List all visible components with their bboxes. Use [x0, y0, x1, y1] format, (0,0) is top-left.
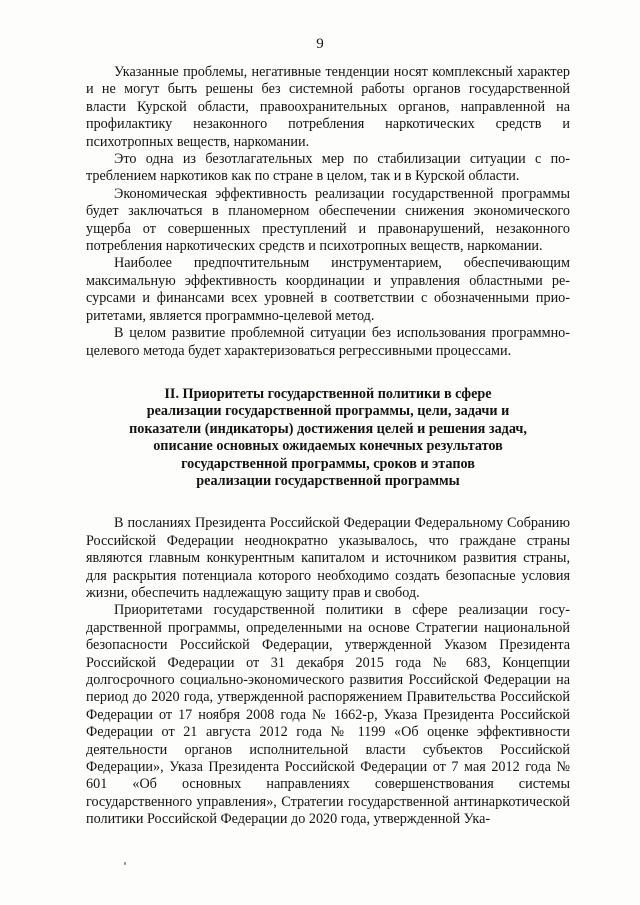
scan-speck: [124, 862, 126, 865]
intro-paragraph-3: Экономическая эффективность реализации государственной программы будет заключаться в планомерном обеспечении снижения экономического ущерба от совершенных преступлений и правонарушений, незаконного потребления наркотических средств и психотропных веществ, наркомании.: [86, 185, 570, 255]
intro-paragraph-2: Это одна из безотлагательных мер по стабилизации ситуации с потреблением наркотиков как по стране в целом, так и в Курской области.: [86, 151, 570, 185]
intro-paragraph-1: Указанные проблемы, негативные тенденции носят комплексный характер и не могут быть решены без системной работы органов государственной власти Курской области, правоохранительных органов, направленной на профилактику незаконного потребления наркотических средств и психотропных веществ, наркомании.: [86, 64, 570, 150]
section-paragraph-2: Приоритетами государственной политики в сфере реализации государственной программы, определенными на основе Стратегии национальной безопасности Российской Федерации, утвержденной Указом Президента Российской Федерации от 31 декабря 2015 года № 683, Концепции долгосрочного социально-экономического развития Российской Федерации на период до 2020 года, утвержденной распоряжением Правительства Российской Федерации от 17 ноября 2008 года № 1662-р, Указа Президента Российской Федерации от 21 августа 2012 года № 1199 «Об оценке эффективности деятельности органов исполнительной власти субъектов Российской Федерации», Указа Президента Российской Федерации от 7 мая 2012 года № 601 «Об основных направлениях совершенствования системы государственного управления», Стратегии государственной антинаркотической политики Российской Федерации до 2020 года, утвержденной Ука-: [86, 602, 570, 828]
section-heading-line: реализации государственной программы, цели, задачи и: [146, 403, 510, 420]
page-body: [86, 64, 570, 829]
section-heading-line: показатели (индикаторы) достижения целей и решения задач,: [129, 420, 527, 437]
section-heading: [86, 386, 570, 490]
section-heading-line: II. Приоритеты государственной политики в сфере: [164, 385, 492, 402]
section-heading-line: государственной программы, сроков и этапов: [181, 455, 475, 472]
intro-paragraph-5: В целом развитие проблемной ситуации без использования программно-целевого метода будет характеризоваться регрессивными процессами.: [86, 325, 570, 359]
page-number: 9: [316, 36, 324, 52]
intro-paragraph-4: Наиболее предпочтительным инструментарием, обеспечивающим максимальную эффективность координации и управления областными ресурсами и финансами всех уровней в соответствии с обозначенными приоритетами, является программно-целевой метод.: [86, 255, 570, 324]
section-heading-line: описание основных ожидаемых конечных результатов: [153, 438, 503, 455]
section-heading-line: реализации государственной программы: [196, 472, 460, 489]
section-paragraph-1: В посланиях Президента Российской Федерации Федеральному Собранию Российской Федерации неоднократно указывалось, что граждане страны являются главным конкурентным капиталом и источником развития страны, для раскрытия потенциала которого необходимо создать безопасные условия жизни, обеспечить надлежащую защиту прав и свобод.: [86, 515, 570, 601]
